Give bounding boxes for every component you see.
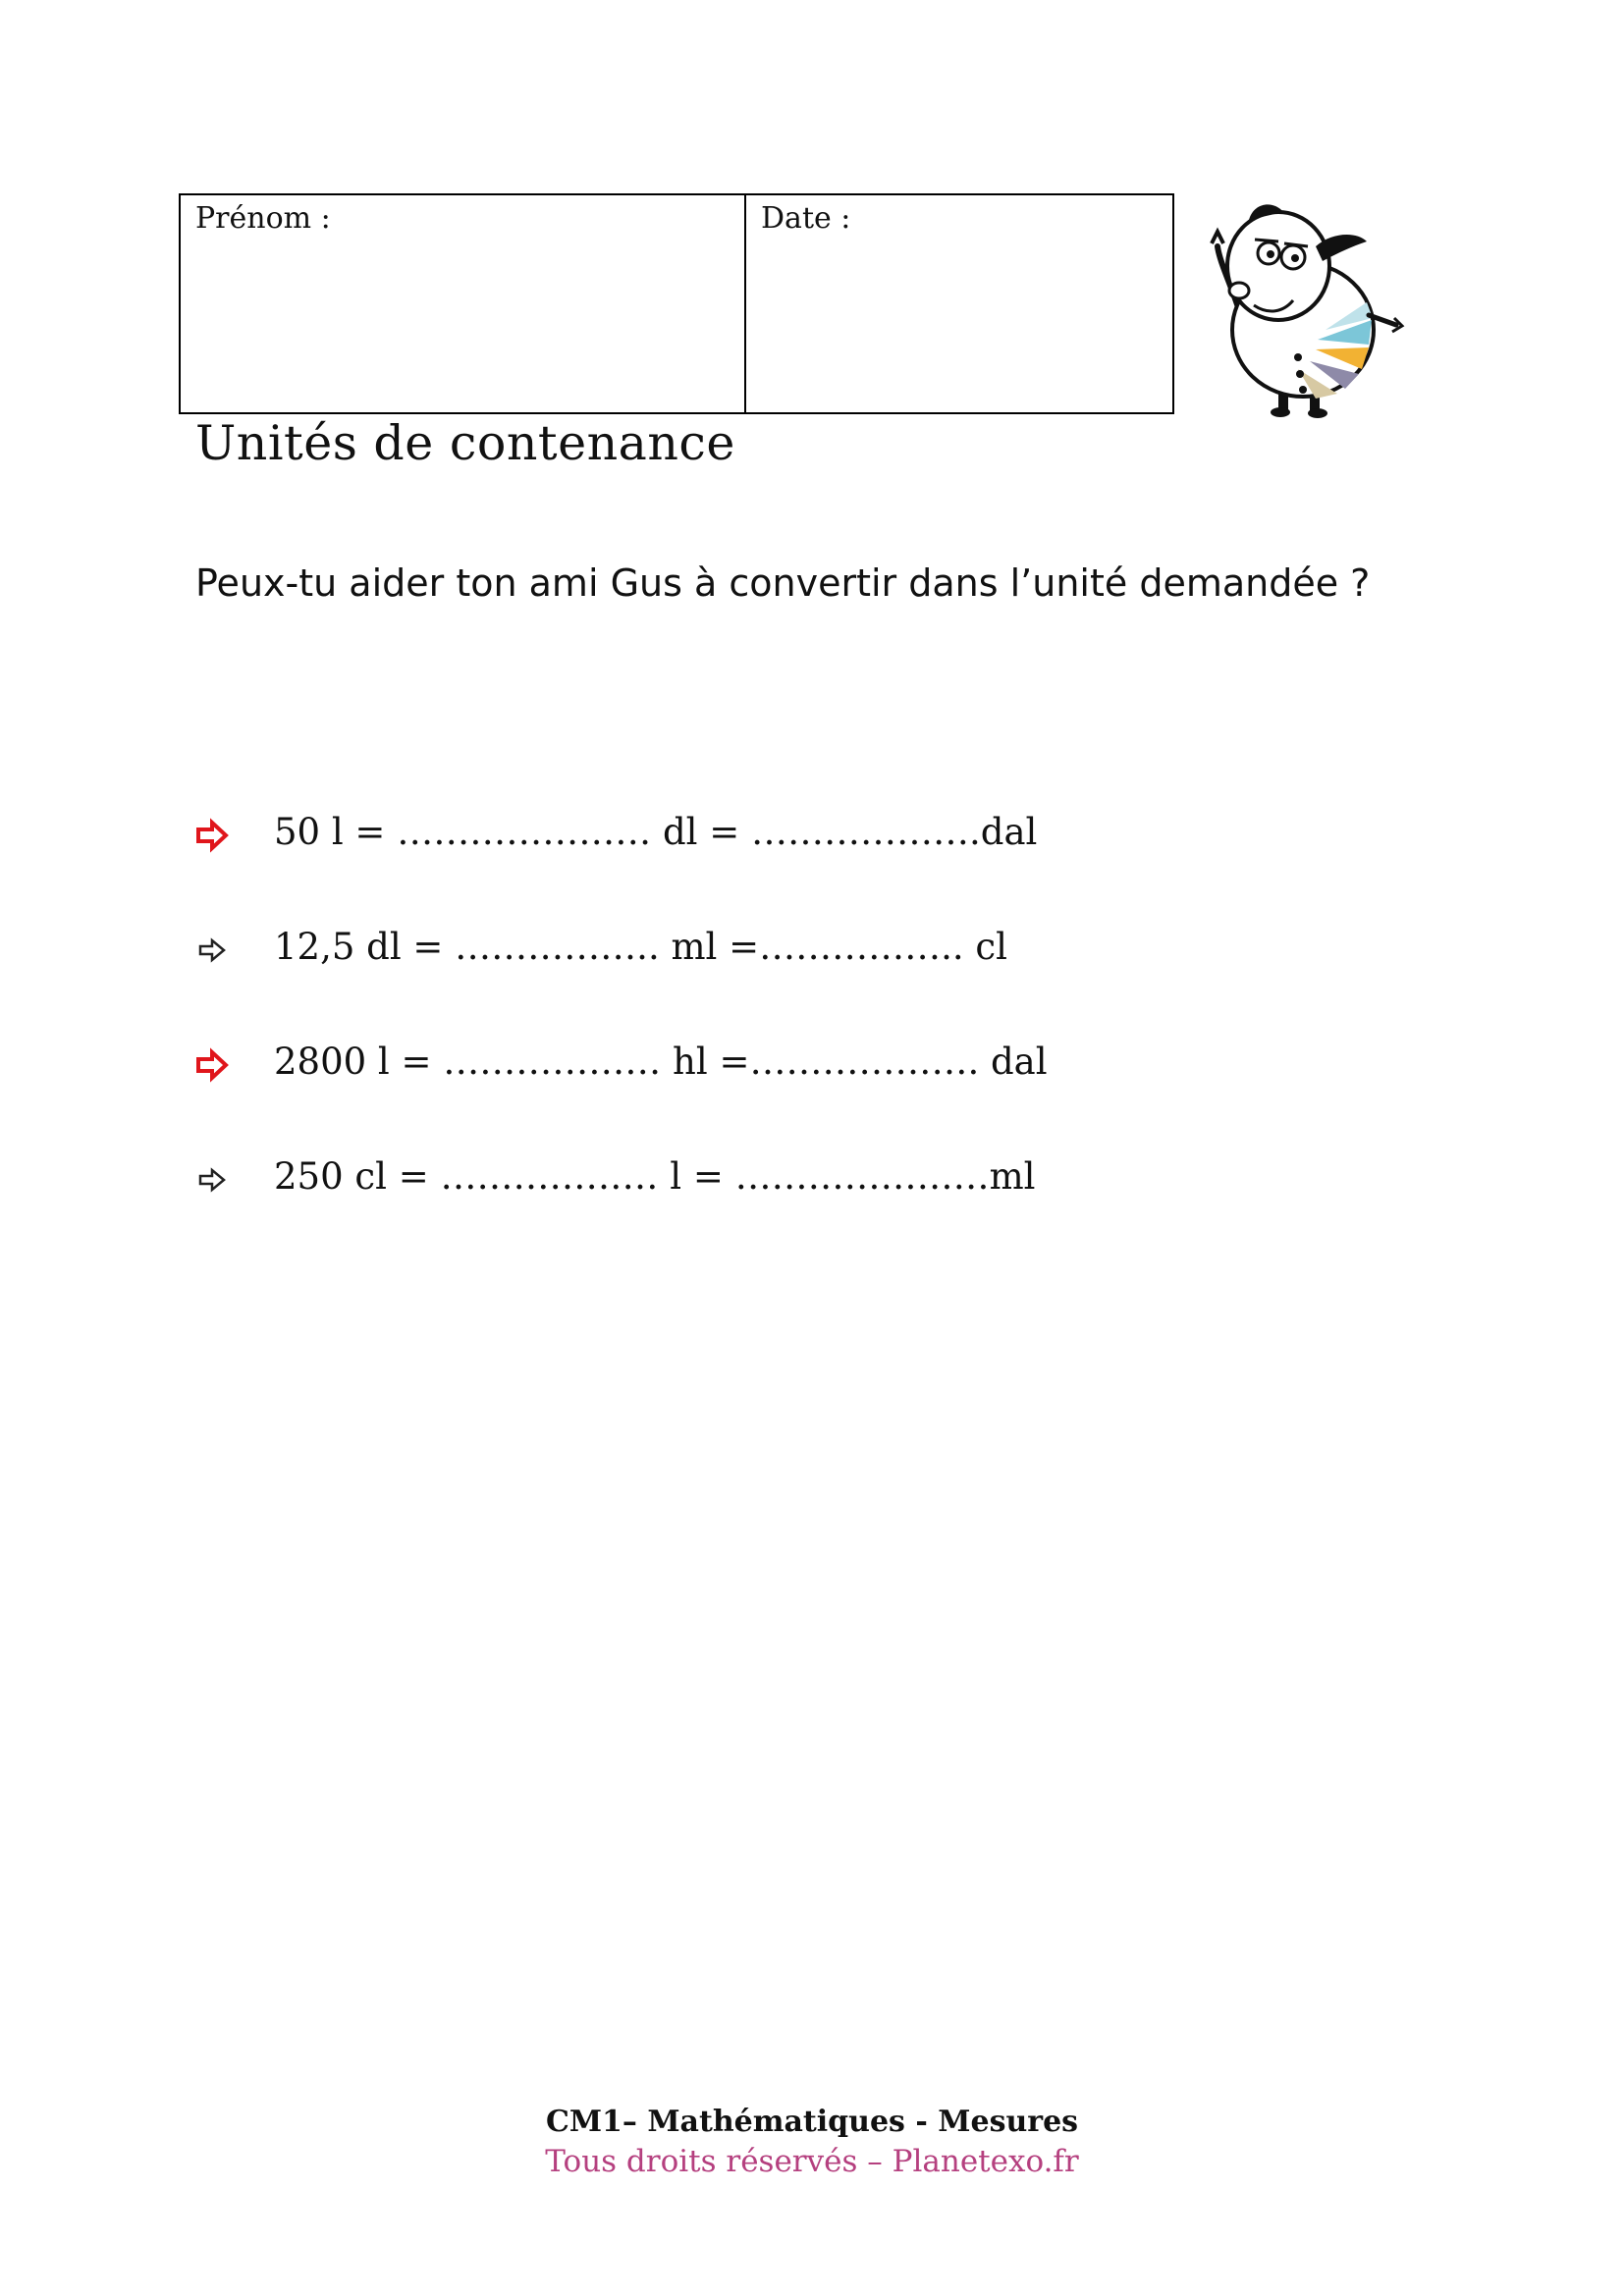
date-field[interactable]: [746, 195, 1172, 412]
footer: [0, 2103, 1624, 2181]
exercise-item: [194, 1155, 1048, 1270]
instruction-text: Peux-tu aider ton ami Gus à convertir dans l’unité demandée ?: [195, 561, 1371, 605]
right-arrow-icon: [194, 1162, 230, 1198]
name-date-box: [179, 193, 1174, 414]
exercise-item: [194, 926, 1048, 1041]
right-arrow-icon: [194, 933, 230, 968]
exercise-text: 250 cl = ……………… l = …………………ml: [274, 1155, 1036, 1198]
right-arrow-icon: [194, 1047, 230, 1083]
exercise-text: 2800 l = ……………… hl =………………. dal: [274, 1041, 1048, 1083]
date-label: Date :: [761, 201, 851, 236]
gus-sheep-mascot-icon: [1200, 192, 1416, 420]
name-field[interactable]: [181, 195, 746, 412]
exercise-text: 12,5 dl = …………….. ml =…………….. cl: [274, 926, 1007, 968]
page-title: Unités de contenance: [195, 415, 735, 471]
name-label: Prénom :: [195, 201, 331, 236]
exercise-list: [194, 811, 1048, 1270]
exercise-text: 50 l = ………………… dl = ……………….dal: [274, 811, 1038, 853]
exercise-item: [194, 1041, 1048, 1155]
exercise-item: [194, 811, 1048, 926]
footer-subject: CM1– Mathématiques - Mesures: [545, 2105, 1079, 2139]
footer-copyright: Tous droits réservés – Planetexo.fr: [545, 2144, 1079, 2179]
right-arrow-icon: [194, 818, 230, 853]
